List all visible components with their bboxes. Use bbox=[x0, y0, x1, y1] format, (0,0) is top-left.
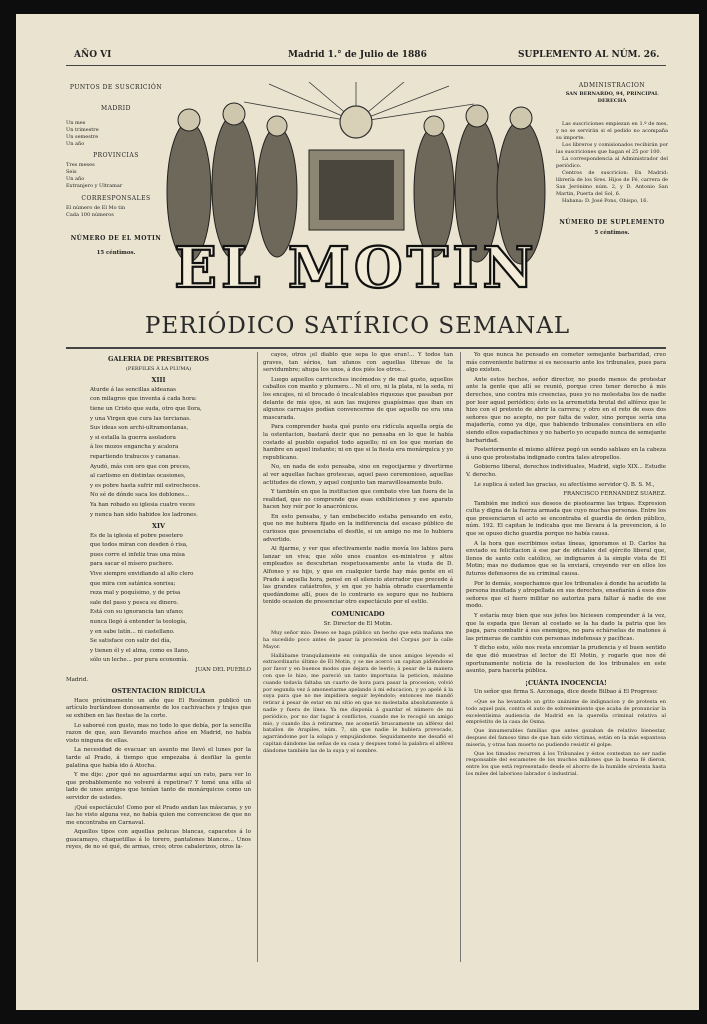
galeria-subheading: (PERFILES Á LA PLUMA) bbox=[125, 365, 192, 372]
sonnet-xiv-number: XIV bbox=[152, 522, 165, 531]
article-paragraph: Luego aquellos carricoches incómodos y de mal gusto, aquellos caballos con manto y plumero... Ni el oro, ni la plata, ni la seda, ni los encajes, ni el brocado ó incalculables riquezas que pasaban por delante de mis ojos, ni aun las mujeres guapísimas que iban en algunos carruajes podían convencerme de que aquello no era una mascarada. bbox=[263, 376, 453, 421]
article-paragraph: Ante estos hechos, señor director, no puedo menos de protestar ante la gente que allí se reunió, porque creo tener derecho á mis derechos, uno contra mis creencias, pues yo no molestaba los de nadie por leer aquel periódico; ésto es la arremetida brutal del alférez que le hizo con el pretexto de abrir la carrera; y otro en el reto de esos dos señores que no acepto, no por falta de valor, sino porque sería una majadería, como ya dije, que habiendo tribunales consintiera en ello siendo ellos espadachines y no haberlo yo ocupado nunca de semejante barbaridad. bbox=[466, 376, 666, 444]
issue-label: AÑO VI bbox=[74, 50, 112, 60]
supplement-price: 5 céntimos. bbox=[594, 230, 630, 236]
subscription-title: PUNTOS DE SUSCRICIÓN bbox=[69, 84, 163, 91]
supplement-label: SUPLEMENTO AL NÚM. 26. bbox=[518, 50, 660, 60]
article-paragraph: Lo saboreé con gusto, mas no todo lo que debía, por la sencilla razon de que, aun llevando muchos años en Madrid, no había visto ninguna de ellas. bbox=[66, 722, 251, 744]
newspaper-subtitle: PERIÓDICO SATÍRICO SEMANAL bbox=[144, 313, 571, 339]
sonnet-xiii-number: XIII bbox=[151, 376, 166, 385]
date-label: Madrid 1.° de Julio de 1886 bbox=[288, 50, 427, 60]
madrid-rows: Un mes Un trimestre Un semestre Un año bbox=[66, 120, 99, 147]
letter-salutation: Sr. Director de El Motin. bbox=[323, 620, 393, 627]
article-paragraph: Le suplica á usted las gracias, su afectísimo servidor Q. B. S. M., bbox=[474, 481, 655, 488]
article-paragraph: A la hora que escribimos estas líneas, ignoramos si D. Carlos ha enviado su felicitacion á ese par de oficiales del ejército liberal que, llenos de santo celo católico, se indignaron á la simple vista de El Motin; mas no dudamos que se la enviará, creyendo ver en ellos los futuros defensores de su criminal causa. bbox=[466, 540, 666, 578]
article-paragraph: Gobierno liberal, derechos individuales, Madrid, siglo XIX... Estudie V. derecho. bbox=[466, 464, 666, 478]
corresponsales-rows: El número de El Mo tin Cada 100 números bbox=[66, 205, 126, 218]
comunicado-heading: COMUNICADO bbox=[331, 610, 385, 618]
galeria-heading: GALERIA DE PRESBITEROS bbox=[107, 355, 209, 363]
article-paragraph: Aquellos tipos con aquellas pelucas blancas, capacetes á lo guacamayo, chaquetillas á lo torero, pantalones blancos... Unos reyes, de no sé qué, de armas, creo; otros cabalerizos, otros la- bbox=[66, 829, 251, 851]
article-paragraph: También me indicó sus deseos de pisotearme las tripas. Expresion culta y digna de la fuerza armada que cuyo muchas personas. Entre los que presenciaron el acto se encontraba el guardia de órden público, núm. 192. El capitan le indicaba que me llevara á la prevencion, á lo que se opuso dicho guardia porque no había causa. bbox=[466, 500, 666, 538]
sonnet-xiii: Aturde á las sencillas aldeanas con milagros que inventa á cada hora: tiene un Cristo que suda, otro que llora, y una Virgen que cura las tercianas. Sus ideas son archi-ultramontanas, y si estalla la guerra asoladora á los mozos engancha y acalora repartiendo trabucos y cananas. Ayudó, más con oro que con preces, al carlismo en distintas ocasiones, y es pobre hasta sufrir mil estrecheces. No sé de dónde saca los doblones... Ya han robado su iglesia cuatro veces y nunca han sido habidos los ladrones. bbox=[90, 386, 202, 518]
article-paragraph: cayos, otros ¡el diablo que sepa lo que eran!... Y todos tan graves, tan sérios, tan ufanos con aquellas libreas de la servidumbre; ahupa los unos, á dos piés los otros... bbox=[263, 352, 453, 374]
article-paragraph: La necesidad de evacuar un asunto me llevó el lunes por la tarde al Prado, á tiempo que empezaba á desfilar la gente palatina que había ido á Atocha. bbox=[66, 747, 251, 769]
column-2 bbox=[263, 352, 453, 962]
numero-price: 15 céntimos. bbox=[96, 250, 136, 256]
quoted-paragraph: «Que se ha levantado un grito unánime de indignacion y de protesta en todo aquel país, contra el auto de sobreseimiento que acaba de pronunciar la excelentísima audiencia de Madrid en la querella criminal relativa al empréstito de la casa de Osma. bbox=[466, 698, 666, 726]
letter-paragraph: Muy señor mio: Deseo se haga público un hecho que esta mañana me ha sucedido poco antes de pasar la procesion del Corpus por la calle Mayor. bbox=[263, 630, 453, 650]
article-paragraph: Por lo demás, sospechamos que los tribunales á donde ha acudido la persona insultada y atropellada en sus derechos, enseñarán á esos dos señores que el fuero militar no autoriza para faltar á nadie de ese modo. bbox=[466, 580, 666, 610]
column-1 bbox=[66, 352, 251, 962]
subtitle-rule bbox=[66, 347, 666, 349]
sonnet-xiv: Es de la iglesia el pobre pesetero que todos miran con desden ó risa, pues corre el infeliz tras una misa para sacar el mísero puchero. Vive siempre envidiando al alto clero que mira con satánica sonrisa; reza mal y poquísimo, y de prisa sale del paso y pesca su dinero. Está con su ignorancia tan ufano; nunca llegó á entender la teología, y en sabe latín... ni castellano. Se satisface con salir del día, y tienen él y el alma, como es llano, sólo un leche... por pura economía. bbox=[90, 532, 194, 664]
subscription-box bbox=[66, 84, 166, 258]
letter-paragraph: Hallábame tranquilamente en compañía de unos amigos leyendo el extraordinario último de El Motin, y se me acercó un capitan pidiéndome por favor y en buenos modos que dejara de leerlo; á pesar de la manera con que lo hizo, me pareció un tanto importuna la peticion, máxime cuando todavía faltaba un cuarto de hora para pasar la procesion; volvió por segunda vez á amonestarme apelando á mi educacion, y yo apelé á la suya para que no me impidiera seguir leyéndolo; entonces me mandó retirar á pesar de estar en mi sitio en que no molestaba absolutamente á nadie y fuera de línea. Ya me disponía á guardar el número de mi periódico, por no dar lugar á conflictos, cuando me lo recogió un amigo mio, y cuando iba á retirarme, me acometió bruscamente un alférez del batallon de Arapiles, núm. 7, sin que nadie le hubiera provocado, agarrándome por la solapa y empujándome. Seguidamente me desafió el capitan dándome las señas de su casa y despues tomó la palabra el alférez dándome también las de la suya y el nombre. bbox=[263, 652, 453, 754]
column-3 bbox=[466, 352, 666, 962]
numero-label: NÚMERO DE EL MOTIN bbox=[70, 235, 162, 242]
poem-signature: JUAN DEL PUEBLO bbox=[195, 667, 251, 673]
el-motin-banner bbox=[159, 82, 554, 304]
poem-place: Madrid. bbox=[66, 676, 89, 683]
letter-signature: FRANCISCO FERNANDEZ SUAREZ. bbox=[563, 491, 666, 498]
article-paragraph: Y también en que la institucion que combato vive tan fuera de la realidad, que no comprende que esas exhibiciones y ese aparato hacen hoy reír por lo anacrónicos. bbox=[263, 489, 453, 511]
column-divider-1 bbox=[257, 352, 258, 962]
article-paragraph: Yo que nunca he pensado en cometer semejante barbaridad, creo más conveniente batirme si es necesario ante los tribunales, pues para algo existen. bbox=[466, 352, 666, 374]
quoted-paragraph: Que los timados recurren á los Tribunales y éstos contestan no ser nadie responsable del escamoteo de los muchos millones que la buena fé dieron, entre los que está representado desde el ahorro de la humilde sirvienta hasta los miles del laborioso labrador ó industrial. bbox=[466, 750, 666, 777]
madrid-heading: MADRID bbox=[101, 105, 131, 112]
article-paragraph: En esto pensaba, y tan embebecido estaba pensando en esto, que no me hubiera fijado en la indiferencia del escaso público de curiosos que presenciaba el desfile, si un amigo no me lo hubiera advertido. bbox=[263, 513, 453, 543]
article-paragraph: Un señor que firma S. Azconaga, dice desde Bilbao á El Progreso: bbox=[474, 689, 658, 696]
provincias-rows: Tres meses Seis Un año Extranjero y Ultramar bbox=[66, 162, 123, 189]
header-rule bbox=[66, 65, 666, 66]
inocencia-heading: ¡CUÁNTA INOCENCIA! bbox=[525, 678, 607, 687]
article-paragraph: No, en nada de esto pensaba, sino en regocijarme y divertirme al ver aquellas fachas grotescas, aquel paso ceremonioso, aquellas actitudes de clown, y aquel conjunto tan maravillosamente bufo. bbox=[263, 464, 453, 486]
newspaper-page bbox=[16, 14, 699, 1010]
quoted-paragraph: Que innumerables familias que antes gozaban de relativo bienestar, despues del famoso timo de que han sido víctimas, están en la más espantosa miseria, y otras han muerto no pudiendo resistir el golpe. bbox=[466, 728, 666, 748]
banner-title: EL MOTIN bbox=[174, 235, 538, 301]
admin-box bbox=[556, 82, 668, 238]
admin-body: Las suscriciones empiezan en 1.º de mes, y no se servirán si el pedido no acompaña su importe. Los libreros y comisionados recibirán por las suscriciones que hagan el 25 por 100. La correspondencia al Administrador del periódico. Centros de suscricion: En Madrid: librería de los Sres. Hijos de Fé, carrera de San Jerónimo núm. 2, y D. Antonio San Martin, Puerta del Sol, 6. Habana: D. José Pons, Obispo, 16. bbox=[556, 121, 668, 204]
article-paragraph: Hace próximamente un año que El Resúmen publicó un artículo burlándose donosamente de los cachivaches y trajes que se exhiben en las fiestas de la corte. bbox=[66, 697, 251, 719]
provincias-heading: PROVINCIAS bbox=[93, 152, 139, 159]
supplement-price-label: NÚMERO DE SUPLEMENTO bbox=[559, 219, 665, 226]
pedestal-panel bbox=[319, 160, 394, 220]
article-paragraph: Para comprender hasta qué punto era ridícula aquella orgía de la ostentacion, bastará decir que no pensaba en lo que le había costado al pueblo español todo aquello; ni en los que morían de hambre en aquel instante; ni en que si la fiesta era monárquica y yo republicano. bbox=[263, 424, 453, 461]
admin-title: ADMINISTRACION bbox=[578, 82, 646, 89]
crowned-bust bbox=[340, 106, 372, 138]
article-paragraph: Y dicho esto, sólo nos resta encomiar la prudencia y el buen sentido de que dió muestras el lector de El Motin, y rogarle que nos dé oportunamente noticia de la resolucion de los tribunales en este asunto, para hacerla pública. bbox=[466, 645, 666, 675]
article-paragraph: Y me dije: ¿por qué no aguardarme aquí un rato, para ver lo que probablemente no volveré á repetirse? Y tomé una silla al lado de unos amigos que tenían tanto de monárquicos como un servidor de ustedes. bbox=[66, 772, 251, 801]
corresponsales-heading: CORRESPONSALES bbox=[81, 195, 151, 202]
column-divider-2 bbox=[460, 352, 461, 962]
article-paragraph: Y estaría muy bien que sus jefes les hiciesen comprender á la vez, que la espada que llevan al costado se la ha dado la patria que les paga, para combatir á sus enemigos, no para echárselas de matones á las primeras de cambio con personas indefensas y pacíficas. bbox=[466, 613, 666, 642]
admin-address: SAN BERNARDO, 94, PRINCIPAL DERECHA bbox=[565, 91, 659, 104]
article-paragraph: Al fijarme, y ver que efectivamente nadie movía los labios para lanzar un viva; que sólo unos cuantos ex-ministros y altos empleados se descubrian respetuosamente ante la viuda de D. Alfonso y su hijo, y que en cualquier tarde hay más gente en el Prado á aquella hora, pensé en el silencio aterrador que precede á las grandes catástrofes, y en que yo había obrado cuerdamente quedándome allí, pues de lo contrario es seguro que no hubiera tenido ocasion de presenciar otro espectáculo por el estilo. bbox=[263, 546, 453, 606]
ostentacion-heading: OSTENTACION RIDÍCULA bbox=[111, 687, 206, 696]
article-paragraph: Posteriormente el mismo alférez pegó un sendo sablazo en la cabeza á uno que protestaba indignado contra tales atropellos. bbox=[466, 447, 666, 461]
article-paragraph: ¡Qué espectáculo! Como por el Prado andan las máscaras, y yo las he visto alguna vez, no había quien me convenciese de que no me encontraba en Carnaval. bbox=[66, 804, 251, 826]
